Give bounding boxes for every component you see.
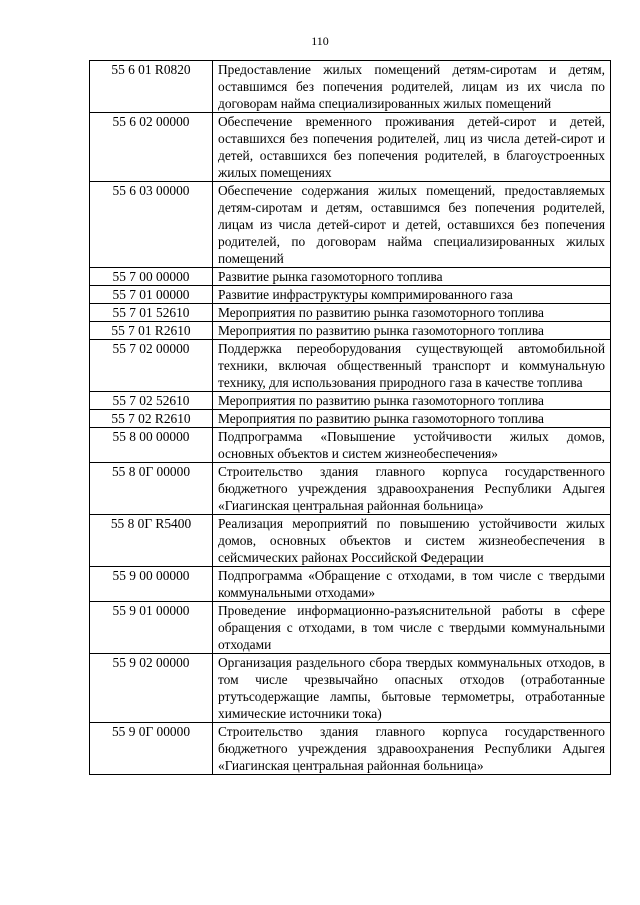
row-description: Организация раздельного сбора твердых коммунальных отходов, в том числе чрезвычайно опасных отходов (отработанные ртутьсодержащие лампы, бытовые термометры, отработанные химические источники тока) [213, 654, 611, 723]
table-row [90, 392, 611, 410]
row-description: Мероприятия по развитию рынка газомоторного топлива [213, 410, 611, 428]
row-description: Подпрограмма «Повышение устойчивости жилых домов, основных объектов и систем жизнеобеспечения» [213, 428, 611, 463]
page-number: 110 [311, 34, 329, 48]
budget-classification-table [89, 60, 611, 775]
row-description: Предоставление жилых помещений детям-сиротам и детям, оставшимся без попечения родителей, лицам из их числа по договорам найма специализированных жилых помещений [213, 61, 611, 113]
row-description: Мероприятия по развитию рынка газомоторного топлива [213, 304, 611, 322]
table-row [90, 286, 611, 304]
row-code: 55 8 00 00000 [90, 428, 213, 463]
table-row [90, 268, 611, 286]
table-row [90, 304, 611, 322]
row-description: Развитие инфраструктуры компримированного газа [213, 286, 611, 304]
row-description: Развитие рынка газомоторного топлива [213, 268, 611, 286]
table-row [90, 463, 611, 515]
row-code: 55 6 02 00000 [90, 113, 213, 182]
table-row [90, 61, 611, 113]
table-row [90, 410, 611, 428]
row-description: Подпрограмма «Обращение с отходами, в том числе с твердыми коммунальными отходами» [213, 567, 611, 602]
row-code: 55 7 02 R2610 [90, 410, 213, 428]
row-description: Поддержка переоборудования существующей автомобильной техники, включая общественный транспорт и коммунальную технику, для использования природного газа в качестве топлива [213, 340, 611, 392]
row-description: Реализация мероприятий по повышению устойчивости жилых домов, основных объектов и систем жизнеобеспечения в сейсмических районах Российской Федерации [213, 515, 611, 567]
row-description: Обеспечение временного проживания детей-сирот и детей, оставшихся без попечения родителей, лиц из числа детей-сирот и детей, оставшихся без попечения родителей, в благоустроенных жилых помещениях [213, 113, 611, 182]
table-row [90, 322, 611, 340]
table-row [90, 340, 611, 392]
table-row [90, 428, 611, 463]
row-description: Строительство здания главного корпуса государственного бюджетного учреждения здравоохранения Республики Адыгея «Гиагинская центральная районная больница» [213, 723, 611, 775]
row-description: Мероприятия по развитию рынка газомоторного топлива [213, 322, 611, 340]
table-row [90, 602, 611, 654]
row-code: 55 6 03 00000 [90, 182, 213, 268]
row-code: 55 8 0Г R5400 [90, 515, 213, 567]
row-description: Обеспечение содержания жилых помещений, предоставляемых детям-сиротам и детям, оставшимся без попечения родителей, лицам из числа детей-сирот и детей, оставшихся без попечения родителей, по договорам найма специализированных жилых помещений [213, 182, 611, 268]
table-body [90, 61, 611, 775]
row-description: Мероприятия по развитию рынка газомоторного топлива [213, 392, 611, 410]
table-row [90, 182, 611, 268]
row-code: 55 7 01 00000 [90, 286, 213, 304]
row-code: 55 9 01 00000 [90, 602, 213, 654]
row-code: 55 9 02 00000 [90, 654, 213, 723]
table-row [90, 567, 611, 602]
row-code: 55 9 00 00000 [90, 567, 213, 602]
row-code: 55 7 02 52610 [90, 392, 213, 410]
row-code: 55 7 02 00000 [90, 340, 213, 392]
row-code: 55 7 00 00000 [90, 268, 213, 286]
table-row [90, 515, 611, 567]
table-row [90, 723, 611, 775]
row-code: 55 7 01 52610 [90, 304, 213, 322]
row-description: Строительство здания главного корпуса государственного бюджетного учреждения здравоохранения Республики Адыгея «Гиагинская центральная районная больница» [213, 463, 611, 515]
row-description: Проведение информационно-разъяснительной работы в сфере обращения с отходами, в том числе с твердыми коммунальными отходами [213, 602, 611, 654]
row-code: 55 6 01 R0820 [90, 61, 213, 113]
table-row [90, 654, 611, 723]
row-code: 55 9 0Г 00000 [90, 723, 213, 775]
row-code: 55 7 01 R2610 [90, 322, 213, 340]
table-row [90, 113, 611, 182]
row-code: 55 8 0Г 00000 [90, 463, 213, 515]
